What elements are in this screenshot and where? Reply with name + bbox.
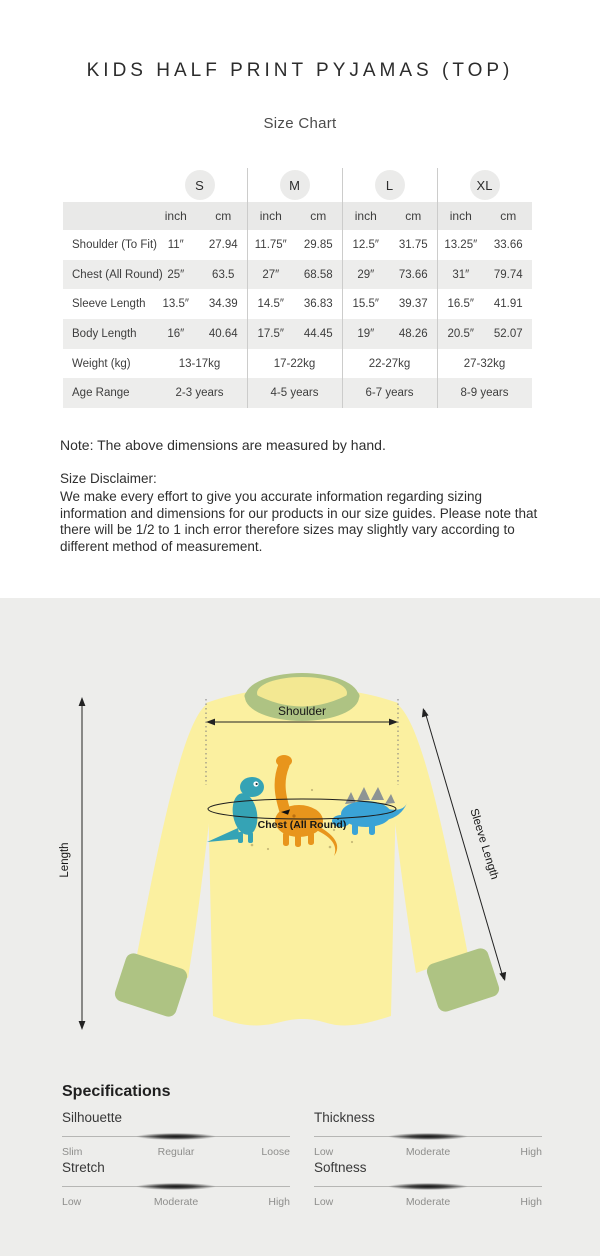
- spec-softness: [314, 1160, 542, 1209]
- table-cell: 27-32kg: [463, 357, 506, 370]
- table-cell: 6-7 years: [365, 387, 414, 400]
- specifications-heading: Specifications: [62, 1083, 171, 1100]
- table-cell: 16″: [167, 327, 185, 340]
- table-cell: 29″: [357, 268, 375, 281]
- table-cell: 13-17kg: [178, 357, 221, 370]
- table-cell: 14.5″: [257, 298, 284, 311]
- spec-label: Thickness: [314, 1110, 375, 1125]
- table-row-chest: [63, 260, 532, 290]
- spec-scale: [62, 1146, 290, 1159]
- scale-label: High: [268, 1196, 290, 1208]
- slider-indicator: [136, 1133, 216, 1140]
- size-header-row: [63, 168, 532, 202]
- table-row-body-length: [63, 319, 532, 349]
- table-cell: 17.5″: [257, 327, 284, 340]
- scale-label: Regular: [157, 1146, 195, 1158]
- table-cell: 41.91: [493, 298, 523, 311]
- note-text: Note: The above dimensions are measured by hand.: [60, 437, 386, 453]
- spec-label: Softness: [314, 1160, 367, 1175]
- row-label: Weight (kg): [72, 357, 131, 370]
- scale-label: High: [520, 1146, 542, 1158]
- shoulder-label: Shoulder: [277, 704, 327, 718]
- table-row-age: [63, 378, 532, 408]
- scale-label: Low: [314, 1146, 334, 1158]
- scale-label: Low: [314, 1196, 334, 1208]
- table-row-weight: [63, 349, 532, 379]
- table-cell: 73.66: [398, 268, 428, 281]
- unit-header: cm: [215, 209, 232, 223]
- table-cell: 4-5 years: [270, 387, 319, 400]
- table-cell: 36.83: [303, 298, 333, 311]
- scale-label: Moderate: [405, 1196, 451, 1208]
- pyjama-shirt-illustration: [0, 598, 600, 1058]
- sleeve-length-label: Sleeve Length: [467, 807, 501, 882]
- slider-indicator: [388, 1133, 468, 1140]
- table-cell: 17-22kg: [273, 357, 316, 370]
- page-title: KIDS HALF PRINT PYJAMAS (TOP): [86, 60, 514, 81]
- table-cell: 13.25″: [444, 238, 478, 251]
- size-badge-m: M: [280, 170, 310, 200]
- table-cell: 25″: [167, 268, 185, 281]
- table-cell: 29.85: [303, 238, 333, 251]
- table-cell: 11.75″: [254, 238, 287, 251]
- table-cell: 34.39: [208, 298, 238, 311]
- spec-slider-softness: [314, 1183, 542, 1190]
- table-divider: [342, 168, 343, 408]
- table-cell: 11″: [167, 238, 184, 251]
- table-row-shoulder: [63, 230, 532, 260]
- left-sleeve: [136, 704, 214, 978]
- unit-header-row: [63, 202, 532, 230]
- spec-silhouette: [62, 1110, 290, 1159]
- spec-slider-stretch: [62, 1183, 290, 1190]
- shirt-body: [206, 688, 398, 1025]
- length-label: Length: [59, 842, 71, 878]
- length-arrow: [79, 697, 86, 1030]
- size-badge-s: S: [185, 170, 215, 200]
- spec-slider-silhouette: [62, 1133, 290, 1140]
- table-row-sleeve: [63, 289, 532, 319]
- table-cell: 19″: [357, 327, 375, 340]
- spec-label: Stretch: [62, 1160, 105, 1175]
- table-cell: 22-27kg: [368, 357, 411, 370]
- disclaimer-title: Size Disclaimer:: [60, 471, 157, 486]
- row-label: Body Length: [72, 327, 137, 340]
- spec-label: Silhouette: [62, 1110, 123, 1125]
- table-divider: [437, 168, 438, 408]
- unit-header: cm: [310, 209, 327, 223]
- scale-label: Moderate: [405, 1146, 451, 1158]
- table-cell: 39.37: [398, 298, 428, 311]
- row-label: Shoulder (To Fit): [72, 238, 158, 251]
- table-cell: 33.66: [493, 238, 523, 251]
- table-cell: 63.5: [212, 268, 235, 281]
- spec-thickness: [314, 1110, 542, 1159]
- table-cell: 79.74: [493, 268, 523, 281]
- unit-header: inch: [354, 209, 377, 223]
- table-cell: 52.07: [493, 327, 523, 340]
- unit-header: cm: [405, 209, 422, 223]
- row-label: Sleeve Length: [72, 298, 146, 311]
- scale-label: High: [520, 1196, 542, 1208]
- size-chart-subtitle: Size Chart: [263, 115, 337, 132]
- table-cell: 68.58: [303, 268, 333, 281]
- unit-header: cm: [500, 209, 517, 223]
- spec-scale: [314, 1196, 542, 1209]
- size-badge-xl: XL: [470, 170, 500, 200]
- right-sleeve: [390, 704, 468, 973]
- table-cell: 2-3 years: [175, 387, 224, 400]
- spec-slider-thickness: [314, 1133, 542, 1140]
- scale-label: Low: [62, 1196, 82, 1208]
- table-cell: 31.75: [398, 238, 428, 251]
- table-cell: 16.5″: [447, 298, 474, 311]
- spec-stretch: [62, 1160, 290, 1209]
- disclaimer-body: We make every effort to give you accurate information regarding sizing information and dimensions for our products in our size guides. Please note that there will be 1/2 to 1 inch error therefore sizes may slightly vary according to different method of measurement.: [60, 489, 538, 554]
- table-cell: 31″: [452, 268, 470, 281]
- table-cell: 27.94: [208, 238, 238, 251]
- spec-scale: [314, 1146, 542, 1159]
- table-cell: 15.5″: [352, 298, 379, 311]
- scale-label: Loose: [261, 1146, 290, 1158]
- scale-label: Moderate: [153, 1196, 199, 1208]
- table-cell: 12.5″: [352, 238, 379, 251]
- unit-header: inch: [164, 209, 187, 223]
- table-cell: 27″: [262, 268, 280, 281]
- slider-indicator: [136, 1183, 216, 1190]
- table-cell: 8-9 years: [460, 387, 509, 400]
- table-cell: 48.26: [398, 327, 428, 340]
- table-cell: 44.45: [303, 327, 333, 340]
- chest-label: Chest (All Round): [257, 819, 347, 831]
- row-label: Age Range: [72, 387, 130, 400]
- scale-label: Slim: [62, 1146, 83, 1158]
- unit-header: inch: [259, 209, 282, 223]
- size-table: [63, 168, 532, 408]
- table-cell: 20.5″: [447, 327, 474, 340]
- table-cell: 13.5″: [162, 298, 189, 311]
- spec-scale: [62, 1196, 290, 1209]
- size-badge-l: L: [375, 170, 405, 200]
- table-cell: 40.64: [208, 327, 238, 340]
- slider-indicator: [388, 1183, 468, 1190]
- unit-header: inch: [449, 209, 472, 223]
- table-divider: [247, 168, 248, 408]
- row-label: Chest (All Round): [72, 268, 163, 281]
